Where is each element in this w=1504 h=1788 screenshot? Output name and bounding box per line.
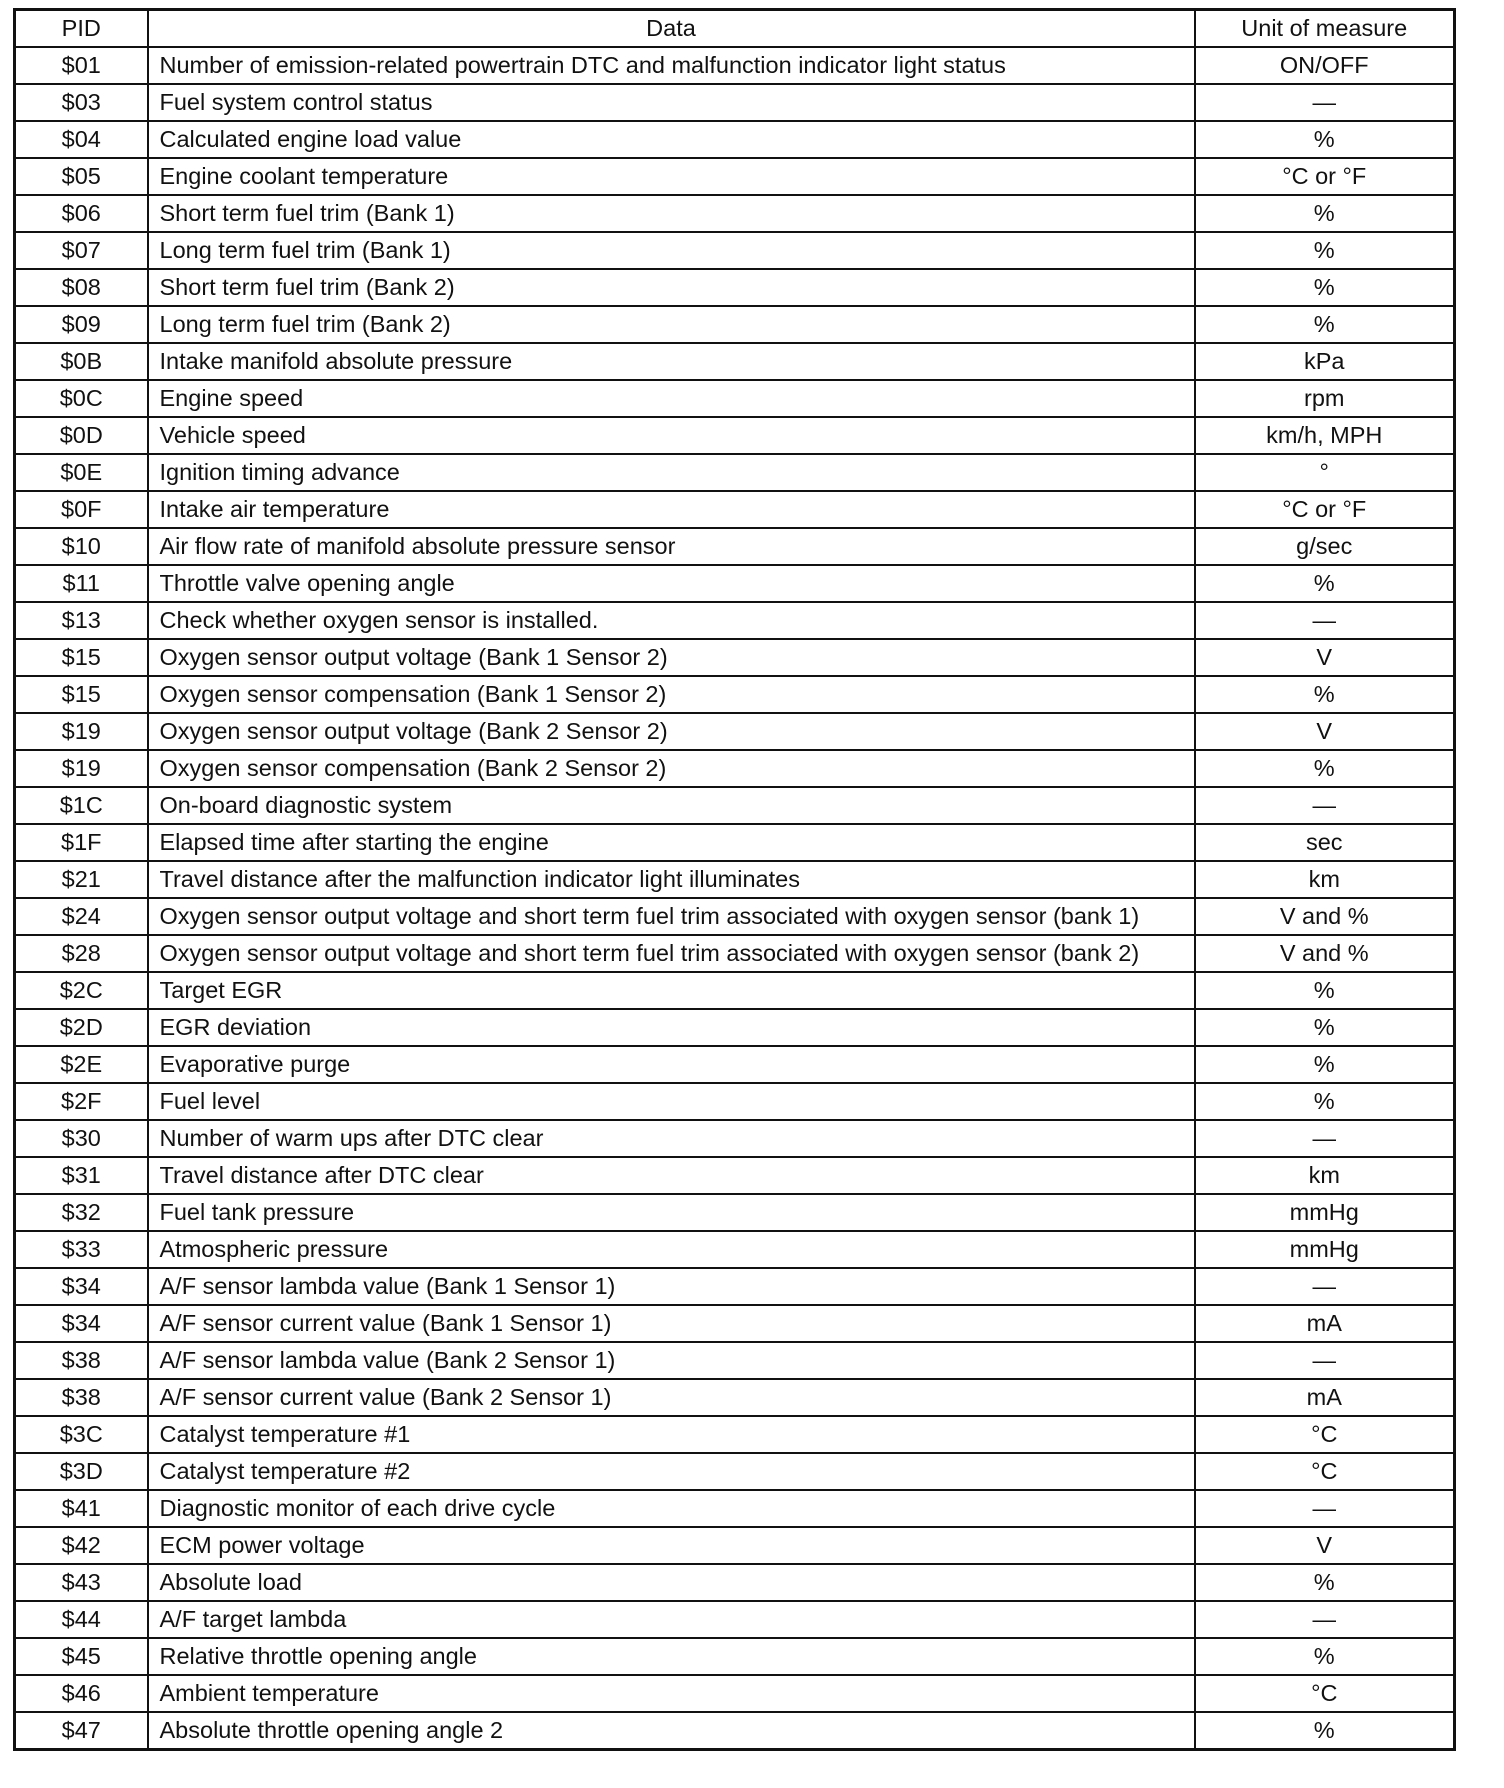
data-cell: A/F sensor current value (Bank 1 Sensor 1) <box>148 1305 1195 1342</box>
data-cell: Long term fuel trim (Bank 2) <box>148 306 1195 343</box>
table-row <box>15 639 1455 676</box>
unit-cell: — <box>1195 1490 1455 1527</box>
pid-cell: $34 <box>15 1268 148 1305</box>
data-cell: Travel distance after DTC clear <box>148 1157 1195 1194</box>
unit-cell: % <box>1195 121 1455 158</box>
table-row <box>15 1638 1455 1675</box>
column-header-pid: PID <box>15 10 148 48</box>
unit-cell: — <box>1195 84 1455 121</box>
unit-cell: % <box>1195 676 1455 713</box>
pid-cell: $09 <box>15 306 148 343</box>
pid-cell: $38 <box>15 1379 148 1416</box>
table-row <box>15 417 1455 454</box>
unit-cell: km/h, MPH <box>1195 417 1455 454</box>
unit-cell: V <box>1195 713 1455 750</box>
table-row <box>15 1120 1455 1157</box>
pid-cell: $15 <box>15 676 148 713</box>
table-row <box>15 1416 1455 1453</box>
table-row <box>15 602 1455 639</box>
table-row <box>15 1564 1455 1601</box>
pid-cell: $47 <box>15 1712 148 1750</box>
column-header-unit: Unit of measure <box>1195 10 1455 48</box>
unit-cell: °C or °F <box>1195 491 1455 528</box>
data-cell: Oxygen sensor output voltage (Bank 2 Sensor 2) <box>148 713 1195 750</box>
table-row <box>15 454 1455 491</box>
table-row <box>15 1305 1455 1342</box>
table-row <box>15 1379 1455 1416</box>
pid-cell: $1C <box>15 787 148 824</box>
table-row <box>15 787 1455 824</box>
unit-cell: km <box>1195 1157 1455 1194</box>
pid-cell: $2F <box>15 1083 148 1120</box>
pid-cell: $13 <box>15 602 148 639</box>
pid-cell: $0C <box>15 380 148 417</box>
unit-cell: sec <box>1195 824 1455 861</box>
unit-cell: — <box>1195 787 1455 824</box>
unit-cell: — <box>1195 1601 1455 1638</box>
pid-cell: $32 <box>15 1194 148 1231</box>
table-row <box>15 824 1455 861</box>
data-cell: Relative throttle opening angle <box>148 1638 1195 1675</box>
table-row <box>15 528 1455 565</box>
pid-cell: $41 <box>15 1490 148 1527</box>
table-row <box>15 121 1455 158</box>
table-row <box>15 195 1455 232</box>
unit-cell: °C <box>1195 1416 1455 1453</box>
unit-cell: kPa <box>1195 343 1455 380</box>
table-header-row <box>15 10 1455 48</box>
table-row <box>15 269 1455 306</box>
table-row <box>15 158 1455 195</box>
pid-cell: $45 <box>15 1638 148 1675</box>
pid-cell: $01 <box>15 47 148 84</box>
unit-cell: g/sec <box>1195 528 1455 565</box>
pid-cell: $19 <box>15 750 148 787</box>
unit-cell: — <box>1195 1342 1455 1379</box>
unit-cell: % <box>1195 1009 1455 1046</box>
data-cell: Travel distance after the malfunction indicator light illuminates <box>148 861 1195 898</box>
pid-cell: $38 <box>15 1342 148 1379</box>
data-cell: Oxygen sensor compensation (Bank 2 Sensor 2) <box>148 750 1195 787</box>
table-row <box>15 84 1455 121</box>
unit-cell: V <box>1195 639 1455 676</box>
unit-cell: % <box>1195 750 1455 787</box>
unit-cell: mA <box>1195 1305 1455 1342</box>
pid-cell: $43 <box>15 1564 148 1601</box>
column-header-data: Data <box>148 10 1195 48</box>
pid-data-table <box>13 8 1456 1751</box>
unit-cell: % <box>1195 972 1455 1009</box>
unit-cell: % <box>1195 195 1455 232</box>
data-cell: A/F sensor lambda value (Bank 2 Sensor 1) <box>148 1342 1195 1379</box>
table-row <box>15 1490 1455 1527</box>
pid-cell: $11 <box>15 565 148 602</box>
data-cell: Ambient temperature <box>148 1675 1195 1712</box>
table-row <box>15 1231 1455 1268</box>
table-row <box>15 232 1455 269</box>
pid-cell: $04 <box>15 121 148 158</box>
pid-cell: $33 <box>15 1231 148 1268</box>
pid-cell: $34 <box>15 1305 148 1342</box>
table-row <box>15 898 1455 935</box>
pid-cell: $0F <box>15 491 148 528</box>
data-cell: Catalyst temperature #2 <box>148 1453 1195 1490</box>
data-cell: Number of emission-related powertrain DTC and malfunction indicator light status <box>148 47 1195 84</box>
data-cell: Fuel system control status <box>148 84 1195 121</box>
table-row <box>15 972 1455 1009</box>
table-row <box>15 380 1455 417</box>
data-cell: Oxygen sensor output voltage (Bank 1 Sensor 2) <box>148 639 1195 676</box>
pid-cell: $1F <box>15 824 148 861</box>
data-cell: Absolute throttle opening angle 2 <box>148 1712 1195 1750</box>
data-cell: Oxygen sensor output voltage and short term fuel trim associated with oxygen sensor (bank 2) <box>148 935 1195 972</box>
data-cell: Fuel level <box>148 1083 1195 1120</box>
table-row <box>15 713 1455 750</box>
data-cell: Calculated engine load value <box>148 121 1195 158</box>
data-cell: Number of warm ups after DTC clear <box>148 1120 1195 1157</box>
unit-cell: mA <box>1195 1379 1455 1416</box>
table-row <box>15 306 1455 343</box>
data-cell: Air flow rate of manifold absolute pressure sensor <box>148 528 1195 565</box>
data-cell: Short term fuel trim (Bank 1) <box>148 195 1195 232</box>
pid-cell: $0E <box>15 454 148 491</box>
pid-cell: $31 <box>15 1157 148 1194</box>
unit-cell: % <box>1195 1712 1455 1750</box>
table-row <box>15 1083 1455 1120</box>
pid-cell: $15 <box>15 639 148 676</box>
unit-cell: ON/OFF <box>1195 47 1455 84</box>
pid-cell: $03 <box>15 84 148 121</box>
pid-cell: $21 <box>15 861 148 898</box>
unit-cell: mmHg <box>1195 1194 1455 1231</box>
pid-cell: $05 <box>15 158 148 195</box>
data-cell: ECM power voltage <box>148 1527 1195 1564</box>
table-row <box>15 935 1455 972</box>
unit-cell: V <box>1195 1527 1455 1564</box>
pid-cell: $30 <box>15 1120 148 1157</box>
data-cell: Diagnostic monitor of each drive cycle <box>148 1490 1195 1527</box>
unit-cell: % <box>1195 1046 1455 1083</box>
data-cell: Vehicle speed <box>148 417 1195 454</box>
table-row <box>15 676 1455 713</box>
data-cell: Intake air temperature <box>148 491 1195 528</box>
data-cell: Elapsed time after starting the engine <box>148 824 1195 861</box>
pid-cell: $2D <box>15 1009 148 1046</box>
unit-cell: % <box>1195 1638 1455 1675</box>
data-cell: Throttle valve opening angle <box>148 565 1195 602</box>
data-cell: A/F sensor lambda value (Bank 1 Sensor 1) <box>148 1268 1195 1305</box>
unit-cell: % <box>1195 565 1455 602</box>
table-row <box>15 1046 1455 1083</box>
pid-cell: $07 <box>15 232 148 269</box>
pid-cell: $3C <box>15 1416 148 1453</box>
unit-cell: — <box>1195 1120 1455 1157</box>
data-cell: On-board diagnostic system <box>148 787 1195 824</box>
pid-cell: $2C <box>15 972 148 1009</box>
pid-cell: $46 <box>15 1675 148 1712</box>
unit-cell: ° <box>1195 454 1455 491</box>
data-cell: Short term fuel trim (Bank 2) <box>148 269 1195 306</box>
pid-cell: $28 <box>15 935 148 972</box>
table-row <box>15 1601 1455 1638</box>
pid-cell: $3D <box>15 1453 148 1490</box>
data-cell: Oxygen sensor output voltage and short term fuel trim associated with oxygen sensor (bank 1) <box>148 898 1195 935</box>
data-cell: A/F target lambda <box>148 1601 1195 1638</box>
table-row <box>15 47 1455 84</box>
table-body <box>15 47 1455 1750</box>
pid-cell: $0D <box>15 417 148 454</box>
unit-cell: % <box>1195 232 1455 269</box>
data-cell: Oxygen sensor compensation (Bank 1 Sensor 2) <box>148 676 1195 713</box>
table-row <box>15 1342 1455 1379</box>
unit-cell: V and % <box>1195 935 1455 972</box>
data-cell: Target EGR <box>148 972 1195 1009</box>
data-cell: Absolute load <box>148 1564 1195 1601</box>
unit-cell: °C or °F <box>1195 158 1455 195</box>
pid-cell: $10 <box>15 528 148 565</box>
table-row <box>15 1527 1455 1564</box>
table-row <box>15 1194 1455 1231</box>
table-row <box>15 1675 1455 1712</box>
data-cell: EGR deviation <box>148 1009 1195 1046</box>
data-cell: Long term fuel trim (Bank 1) <box>148 232 1195 269</box>
data-cell: Engine coolant temperature <box>148 158 1195 195</box>
table-row <box>15 343 1455 380</box>
pid-cell: $08 <box>15 269 148 306</box>
data-cell: Catalyst temperature #1 <box>148 1416 1195 1453</box>
pid-cell: $0B <box>15 343 148 380</box>
unit-cell: mmHg <box>1195 1231 1455 1268</box>
table-row <box>15 861 1455 898</box>
unit-cell: V and % <box>1195 898 1455 935</box>
unit-cell: % <box>1195 306 1455 343</box>
pid-cell: $2E <box>15 1046 148 1083</box>
data-cell: A/F sensor current value (Bank 2 Sensor 1) <box>148 1379 1195 1416</box>
unit-cell: °C <box>1195 1675 1455 1712</box>
pid-cell: $44 <box>15 1601 148 1638</box>
unit-cell: — <box>1195 602 1455 639</box>
unit-cell: % <box>1195 1564 1455 1601</box>
pid-cell: $19 <box>15 713 148 750</box>
table-row <box>15 1453 1455 1490</box>
table-row <box>15 565 1455 602</box>
data-cell: Check whether oxygen sensor is installed. <box>148 602 1195 639</box>
data-cell: Fuel tank pressure <box>148 1194 1195 1231</box>
data-cell: Atmospheric pressure <box>148 1231 1195 1268</box>
data-cell: Evaporative purge <box>148 1046 1195 1083</box>
table-row <box>15 491 1455 528</box>
pid-cell: $24 <box>15 898 148 935</box>
data-cell: Intake manifold absolute pressure <box>148 343 1195 380</box>
unit-cell: % <box>1195 1083 1455 1120</box>
data-cell: Ignition timing advance <box>148 454 1195 491</box>
table-row <box>15 1268 1455 1305</box>
table-row <box>15 1009 1455 1046</box>
data-cell: Engine speed <box>148 380 1195 417</box>
table-row <box>15 1712 1455 1750</box>
unit-cell: km <box>1195 861 1455 898</box>
table-row <box>15 750 1455 787</box>
unit-cell: rpm <box>1195 380 1455 417</box>
pid-cell: $06 <box>15 195 148 232</box>
unit-cell: % <box>1195 269 1455 306</box>
table-row <box>15 1157 1455 1194</box>
pid-cell: $42 <box>15 1527 148 1564</box>
unit-cell: °C <box>1195 1453 1455 1490</box>
unit-cell: — <box>1195 1268 1455 1305</box>
